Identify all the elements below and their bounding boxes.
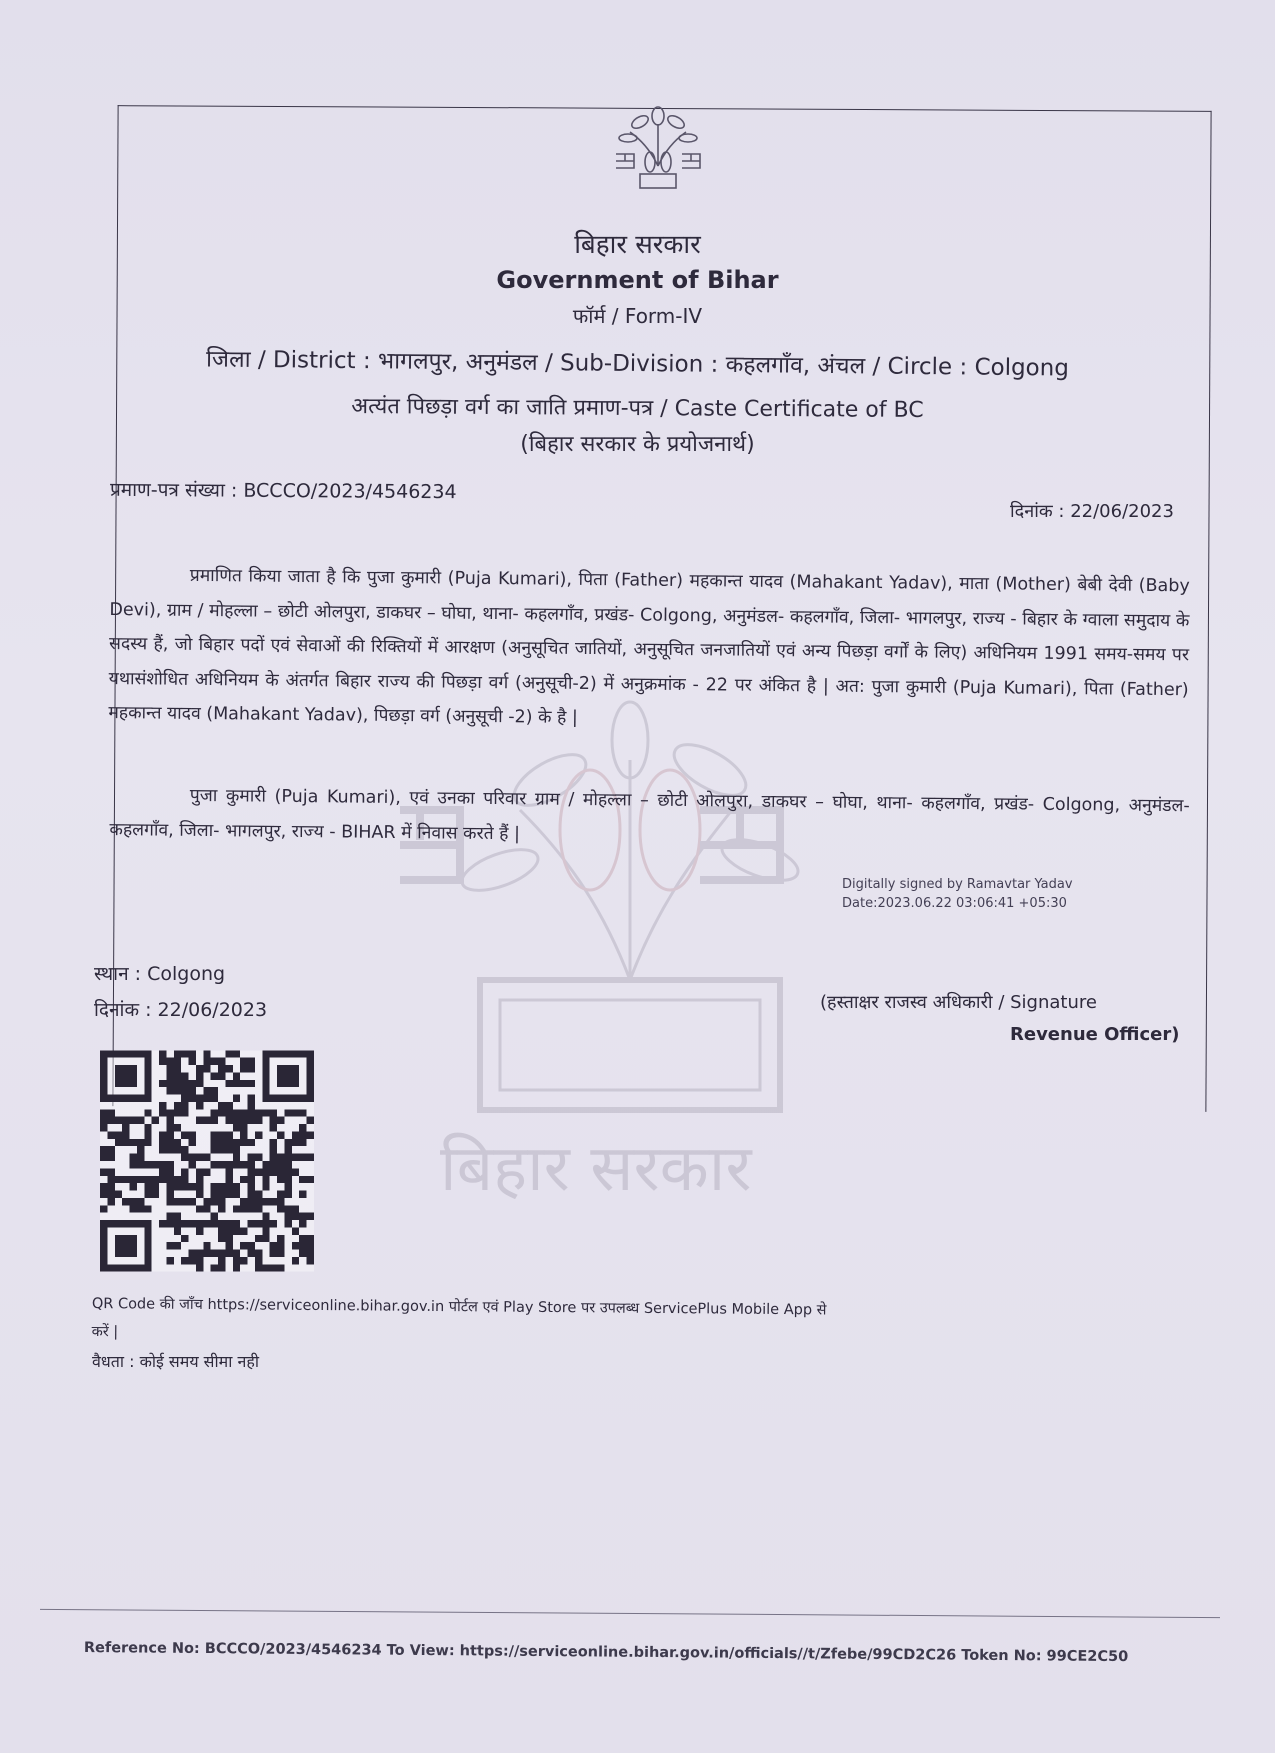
form-label: फॉर्म / Form-IV [572, 304, 703, 328]
district-line: जिला / District : भागलपुर, अनुमंडल / Sub-Division : कहलगाँव, अंचल / Circle : Colgong [205, 346, 1070, 382]
certificate-date: दिनांक : 22/06/2023 [1010, 501, 1174, 522]
issue-date-line: दिनांक : 22/06/2023 [94, 999, 268, 1021]
bihar-emblem-watermark-icon [400, 700, 860, 1220]
certificate-number: प्रमाण-पत्र संख्या : BCCCO/2023/4546234 [109, 478, 457, 504]
digital-signature-name: Digitally signed by Ramavtar Yadav [842, 877, 1073, 892]
gov-title-hindi: बिहार सरकार [574, 230, 701, 260]
validity-line: वैधता : कोई समय सीमा नही [92, 1352, 259, 1371]
watermark-text: बिहार सरकार [440, 1132, 752, 1206]
digital-signature-date: Date:2023.06.22 03:06:41 +05:30 [842, 896, 1067, 911]
certificate-title: अत्यंत पिछड़ा वर्ग का जाति प्रमाण-पत्र / Caste Certificate of BC [351, 394, 924, 423]
gov-title-english: Government of Bihar [496, 266, 779, 294]
reference-line: Reference No: BCCCO/2023/4546234 To View: https://serviceonline.bihar.gov.in/officials//t/Zfebe/99CD2C26 Token No: 99CE2C50 [83, 1640, 1129, 1666]
digital-signature [842, 875, 1102, 913]
certification-paragraph: प्रमाणित किया जाता है कि पुजा कुमारी (Puja Kumari), पिता (Father) महकान्त यादव (Mahakant Yadav), माता (Mother) बेबी देवी (Baby Devi), ग्राम / मोहल्ला – छोटी ओलपुरा, डाकघर – घोघा, थाना- कहलगाँव, प्रखंड- Colgong, अनुमंडल- कहलगाँव, जिला- भागलपुर, राज्य - बिहार के ग्वाला समुदाय के सदस्य हैं, जो बिहार पदों एवं सेवाओं की रिक्तियों में आरक्षण (अनुसूचित जातियों, अनुसूचित जनजातियों एवं अन्य पिछड़ा वर्गों के लिए) अधिनियम 1991 समय-समय पर यथासंशोधित अधिनियम के अंतर्गत बिहार राज्य की पिछड़ा वर्ग (अनुसूची-2) में अनुक्रमांक - 22 पर अंकित है | अत: पुजा कुमारी (Puja Kumari), पिता (Father) महकान्त यादव (Mahakant Yadav), पिछड़ा वर्ग (अनुसूची -2) के है | [108, 565, 1190, 728]
place-line: स्थान : Colgong [94, 963, 226, 985]
bihar-emblem-icon [610, 104, 706, 204]
footer-divider [40, 1609, 1220, 1618]
signature-role: Revenue Officer) [1010, 1024, 1180, 1045]
certificate-purpose: (बिहार सरकार के प्रयोजनार्थ) [520, 432, 755, 457]
qr-code-icon [100, 1050, 314, 1272]
signature-label: (हस्ताक्षर राजस्व अधिकारी / Signature [820, 992, 1097, 1013]
residence-paragraph: पुजा कुमारी (Puja Kumari), एवं उनका परिवार ग्राम / मोहल्ला – छोटी ओलपुरा, डाकघर – घोघा, थाना- कहलगाँव, प्रखंड- Colgong, अनुमंडल- कहलगाँव, जिला- भागलपुर, राज्य - BIHAR में निवास करते हैं | [109, 785, 1190, 844]
qr-verification-note: QR Code की जाँच https://serviceonline.bihar.gov.in पोर्टल एवं Play Store पर उपलब्ध ServicePlus Mobile App से करें | [91, 1295, 827, 1341]
